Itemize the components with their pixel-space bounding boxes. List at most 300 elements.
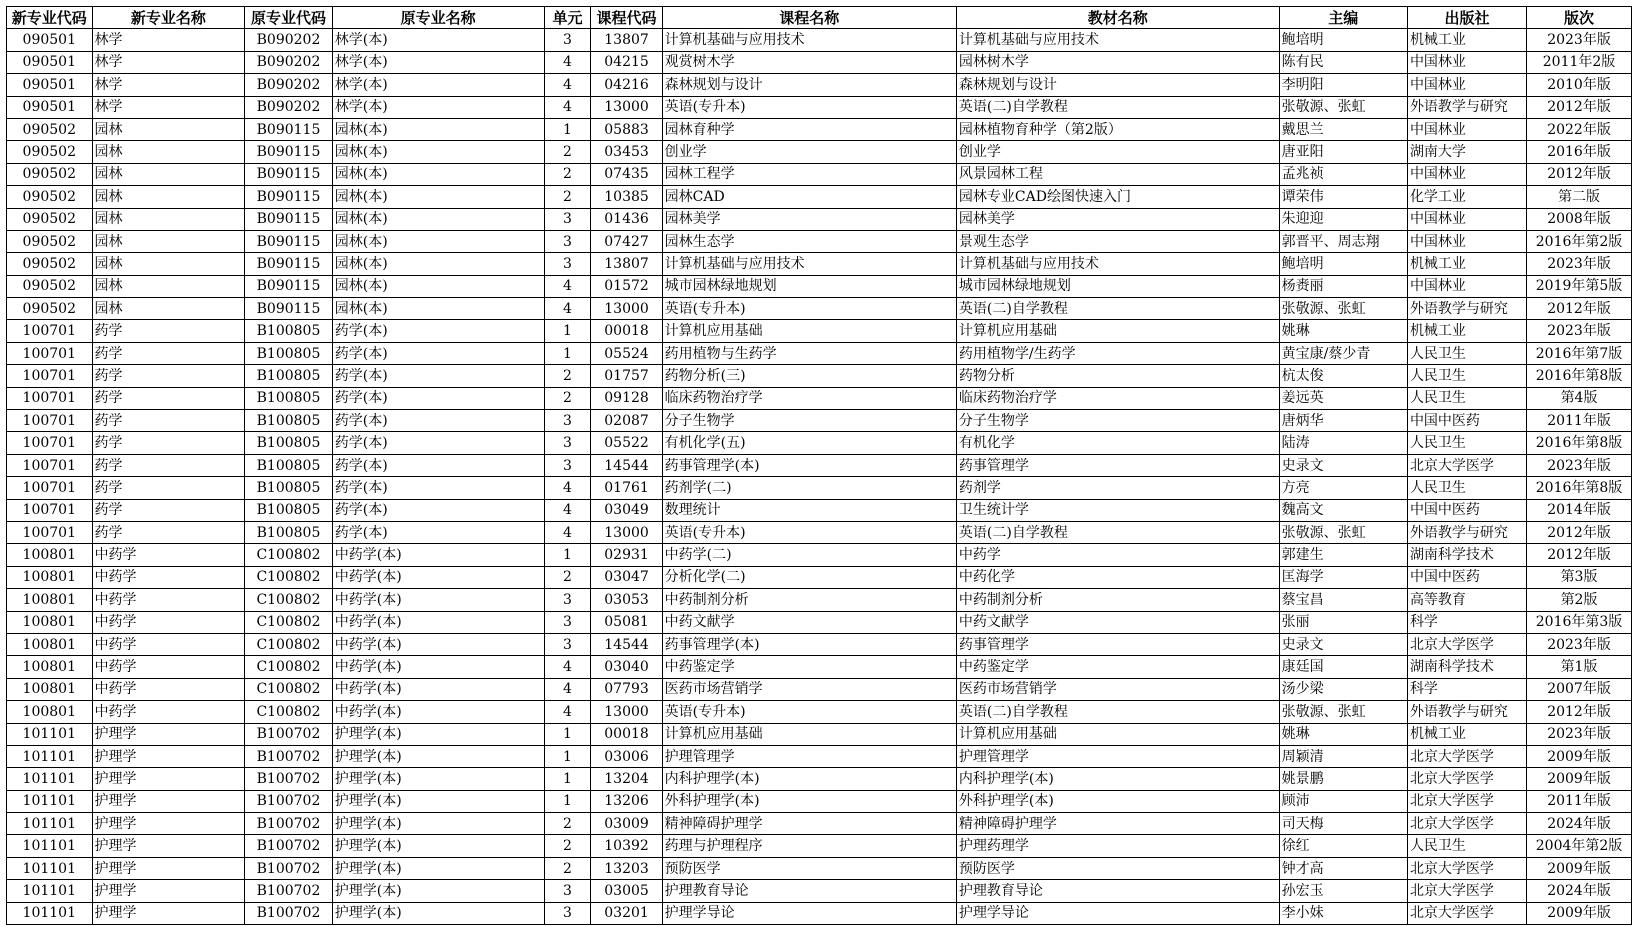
cell-old-major-code: B100702	[245, 790, 333, 812]
cell-course-code: 13206	[591, 790, 662, 812]
cell-new-major-name: 中药学	[92, 656, 245, 678]
cell-textbook-name: 园林植物育种学（第2版）	[956, 118, 1279, 140]
cell-publisher: 中国林业	[1407, 74, 1526, 96]
cell-publisher: 中国林业	[1407, 208, 1526, 230]
cell-publisher: 科学	[1407, 678, 1526, 700]
cell-course-code: 00018	[591, 320, 662, 342]
cell-old-major-name: 园林(本)	[332, 230, 544, 252]
cell-editor: 郭建生	[1279, 544, 1407, 566]
header-row	[7, 7, 1632, 29]
cell-old-major-name: 中药学(本)	[332, 701, 544, 723]
cell-unit: 4	[544, 499, 591, 521]
cell-course-code: 03006	[591, 745, 662, 767]
cell-old-major-code: B100805	[245, 521, 333, 543]
cell-old-major-name: 中药学(本)	[332, 611, 544, 633]
cell-old-major-name: 护理学(本)	[332, 745, 544, 767]
cell-new-major-name: 药学	[92, 454, 245, 476]
cell-new-major-name: 护理学	[92, 790, 245, 812]
header-unit: 单元	[544, 7, 591, 29]
cell-textbook-name: 护理学导论	[956, 902, 1279, 924]
cell-new-major-name: 药学	[92, 499, 245, 521]
cell-new-major-name: 药学	[92, 521, 245, 543]
cell-new-major-code: 100801	[7, 611, 93, 633]
cell-publisher: 中国林业	[1407, 51, 1526, 73]
cell-edition: 2016年第8版	[1527, 432, 1632, 454]
cell-editor: 周颖清	[1279, 745, 1407, 767]
cell-old-major-code: B100805	[245, 342, 333, 364]
cell-old-major-name: 林学(本)	[332, 29, 544, 51]
cell-unit: 3	[544, 29, 591, 51]
cell-course-code: 04215	[591, 51, 662, 73]
cell-new-major-code: 101101	[7, 723, 93, 745]
cell-old-major-code: B100805	[245, 365, 333, 387]
cell-old-major-code: B100702	[245, 902, 333, 924]
cell-editor: 司天梅	[1279, 813, 1407, 835]
cell-textbook-name: 药用植物学/生药学	[956, 342, 1279, 364]
cell-course-name: 计算机应用基础	[662, 320, 956, 342]
cell-edition: 2016年第7版	[1527, 342, 1632, 364]
table-row	[7, 880, 1632, 902]
cell-new-major-code: 100701	[7, 410, 93, 432]
cell-publisher: 人民卫生	[1407, 365, 1526, 387]
cell-course-name: 中药文献学	[662, 611, 956, 633]
cell-course-name: 园林美学	[662, 208, 956, 230]
header-publisher: 出版社	[1407, 7, 1526, 29]
cell-course-name: 园林CAD	[662, 186, 956, 208]
cell-course-name: 外科护理学(本)	[662, 790, 956, 812]
cell-unit: 4	[544, 678, 591, 700]
cell-old-major-code: B090115	[245, 298, 333, 320]
cell-new-major-name: 园林	[92, 118, 245, 140]
cell-editor: 徐红	[1279, 835, 1407, 857]
cell-publisher: 化学工业	[1407, 186, 1526, 208]
cell-course-name: 英语(专升本)	[662, 298, 956, 320]
cell-publisher: 中国林业	[1407, 275, 1526, 297]
cell-old-major-code: B090115	[245, 208, 333, 230]
cell-unit: 4	[544, 656, 591, 678]
cell-course-code: 07793	[591, 678, 662, 700]
cell-edition: 2023年版	[1527, 320, 1632, 342]
table-row	[7, 656, 1632, 678]
cell-new-major-code: 100701	[7, 432, 93, 454]
cell-textbook-name: 风景园林工程	[956, 163, 1279, 185]
cell-old-major-code: B100805	[245, 432, 333, 454]
cell-old-major-code: B090115	[245, 230, 333, 252]
cell-new-major-code: 090502	[7, 186, 93, 208]
textbook-table-sheet	[6, 6, 1632, 925]
cell-old-major-name: 药学(本)	[332, 454, 544, 476]
cell-old-major-name: 中药学(本)	[332, 678, 544, 700]
cell-course-name: 创业学	[662, 141, 956, 163]
cell-old-major-code: B100805	[245, 410, 333, 432]
cell-edition: 2023年版	[1527, 633, 1632, 655]
cell-textbook-name: 中药制剂分析	[956, 589, 1279, 611]
cell-course-code: 03005	[591, 880, 662, 902]
cell-textbook-name: 预防医学	[956, 857, 1279, 879]
cell-old-major-name: 林学(本)	[332, 96, 544, 118]
cell-course-code: 07435	[591, 163, 662, 185]
cell-old-major-code: C100802	[245, 611, 333, 633]
cell-new-major-code: 100801	[7, 701, 93, 723]
cell-unit: 2	[544, 566, 591, 588]
cell-old-major-code: B100805	[245, 477, 333, 499]
cell-unit: 2	[544, 835, 591, 857]
cell-unit: 1	[544, 342, 591, 364]
cell-edition: 2009年版	[1527, 745, 1632, 767]
cell-old-major-code: B100702	[245, 723, 333, 745]
cell-old-major-code: C100802	[245, 701, 333, 723]
cell-old-major-code: C100802	[245, 544, 333, 566]
cell-edition: 2010年版	[1527, 74, 1632, 96]
cell-textbook-name: 护理药理学	[956, 835, 1279, 857]
cell-old-major-code: B100805	[245, 499, 333, 521]
cell-editor: 谭荣伟	[1279, 186, 1407, 208]
cell-new-major-name: 药学	[92, 432, 245, 454]
cell-new-major-name: 林学	[92, 96, 245, 118]
cell-publisher: 外语教学与研究	[1407, 298, 1526, 320]
cell-editor: 张敬源、张虹	[1279, 298, 1407, 320]
cell-textbook-name: 英语(二)自学教程	[956, 521, 1279, 543]
cell-editor: 李小妹	[1279, 902, 1407, 924]
cell-new-major-name: 药学	[92, 387, 245, 409]
cell-course-name: 预防医学	[662, 857, 956, 879]
cell-old-major-code: B090202	[245, 29, 333, 51]
cell-unit: 2	[544, 387, 591, 409]
cell-unit: 2	[544, 186, 591, 208]
cell-unit: 1	[544, 118, 591, 140]
cell-publisher: 北京大学医学	[1407, 790, 1526, 812]
cell-new-major-name: 护理学	[92, 880, 245, 902]
cell-textbook-name: 园林专业CAD绘图快速入门	[956, 186, 1279, 208]
table-row	[7, 678, 1632, 700]
cell-old-major-name: 园林(本)	[332, 186, 544, 208]
cell-unit: 3	[544, 880, 591, 902]
cell-edition: 2011年版	[1527, 410, 1632, 432]
cell-old-major-name: 园林(本)	[332, 275, 544, 297]
cell-publisher: 湖南大学	[1407, 141, 1526, 163]
cell-course-code: 14544	[591, 454, 662, 476]
cell-course-code: 13204	[591, 768, 662, 790]
cell-course-code: 04216	[591, 74, 662, 96]
cell-old-major-name: 林学(本)	[332, 51, 544, 73]
cell-textbook-name: 计算机基础与应用技术	[956, 29, 1279, 51]
table-row	[7, 365, 1632, 387]
table-row	[7, 835, 1632, 857]
cell-publisher: 机械工业	[1407, 253, 1526, 275]
cell-edition: 第2版	[1527, 589, 1632, 611]
cell-new-major-code: 090502	[7, 163, 93, 185]
cell-course-name: 内科护理学(本)	[662, 768, 956, 790]
cell-textbook-name: 分子生物学	[956, 410, 1279, 432]
table-row	[7, 320, 1632, 342]
cell-textbook-name: 英语(二)自学教程	[956, 298, 1279, 320]
table-row	[7, 342, 1632, 364]
cell-editor: 鲍培明	[1279, 29, 1407, 51]
cell-edition: 2023年版	[1527, 29, 1632, 51]
cell-textbook-name: 中药鉴定学	[956, 656, 1279, 678]
cell-course-name: 园林工程学	[662, 163, 956, 185]
cell-old-major-code: B090115	[245, 275, 333, 297]
cell-old-major-code: B100805	[245, 320, 333, 342]
cell-course-code: 07427	[591, 230, 662, 252]
cell-publisher: 机械工业	[1407, 29, 1526, 51]
cell-edition: 2014年版	[1527, 499, 1632, 521]
cell-edition: 2007年版	[1527, 678, 1632, 700]
cell-new-major-code: 090502	[7, 208, 93, 230]
cell-new-major-code: 100801	[7, 566, 93, 588]
table-row	[7, 611, 1632, 633]
cell-textbook-name: 城市园林绿地规划	[956, 275, 1279, 297]
cell-publisher: 北京大学医学	[1407, 902, 1526, 924]
cell-old-major-code: B090115	[245, 186, 333, 208]
cell-new-major-code: 090502	[7, 298, 93, 320]
cell-textbook-name: 园林美学	[956, 208, 1279, 230]
cell-old-major-name: 园林(本)	[332, 208, 544, 230]
cell-course-name: 中药制剂分析	[662, 589, 956, 611]
table-row	[7, 633, 1632, 655]
cell-textbook-name: 中药化学	[956, 566, 1279, 588]
cell-edition: 2012年版	[1527, 521, 1632, 543]
cell-new-major-name: 护理学	[92, 768, 245, 790]
cell-editor: 戴思兰	[1279, 118, 1407, 140]
cell-new-major-code: 090501	[7, 74, 93, 96]
cell-new-major-name: 中药学	[92, 589, 245, 611]
cell-publisher: 外语教学与研究	[1407, 96, 1526, 118]
cell-old-major-code: B100702	[245, 745, 333, 767]
cell-publisher: 外语教学与研究	[1407, 701, 1526, 723]
cell-textbook-name: 计算机应用基础	[956, 723, 1279, 745]
cell-old-major-name: 中药学(本)	[332, 656, 544, 678]
cell-edition: 第1版	[1527, 656, 1632, 678]
cell-course-name: 药事管理学(本)	[662, 454, 956, 476]
header-edition: 版次	[1527, 7, 1632, 29]
cell-course-code: 01436	[591, 208, 662, 230]
cell-unit: 2	[544, 365, 591, 387]
cell-new-major-name: 中药学	[92, 611, 245, 633]
cell-unit: 4	[544, 477, 591, 499]
cell-new-major-name: 药学	[92, 365, 245, 387]
cell-old-major-code: C100802	[245, 656, 333, 678]
cell-course-code: 13000	[591, 96, 662, 118]
cell-new-major-name: 中药学	[92, 678, 245, 700]
cell-edition: 2023年版	[1527, 454, 1632, 476]
cell-old-major-code: B090115	[245, 118, 333, 140]
table-body	[7, 29, 1632, 925]
cell-publisher: 人民卫生	[1407, 835, 1526, 857]
cell-new-major-name: 中药学	[92, 701, 245, 723]
cell-old-major-name: 中药学(本)	[332, 566, 544, 588]
cell-course-code: 03053	[591, 589, 662, 611]
cell-editor: 唐亚阳	[1279, 141, 1407, 163]
cell-course-code: 14544	[591, 633, 662, 655]
cell-course-code: 13203	[591, 857, 662, 879]
cell-course-name: 护理管理学	[662, 745, 956, 767]
cell-unit: 1	[544, 790, 591, 812]
table-row	[7, 723, 1632, 745]
cell-unit: 3	[544, 902, 591, 924]
cell-new-major-name: 林学	[92, 74, 245, 96]
table-row	[7, 118, 1632, 140]
cell-publisher: 中国中医药	[1407, 499, 1526, 521]
cell-course-code: 03040	[591, 656, 662, 678]
cell-textbook-name: 内科护理学(本)	[956, 768, 1279, 790]
cell-course-name: 数理统计	[662, 499, 956, 521]
cell-old-major-name: 护理学(本)	[332, 835, 544, 857]
cell-edition: 2016年第2版	[1527, 230, 1632, 252]
cell-course-name: 英语(专升本)	[662, 521, 956, 543]
cell-textbook-name: 精神障碍护理学	[956, 813, 1279, 835]
cell-new-major-name: 药学	[92, 477, 245, 499]
cell-old-major-code: B090115	[245, 163, 333, 185]
cell-new-major-code: 090502	[7, 275, 93, 297]
cell-old-major-code: B100702	[245, 835, 333, 857]
cell-new-major-code: 090502	[7, 141, 93, 163]
header-course-name: 课程名称	[662, 7, 956, 29]
cell-edition: 2024年版	[1527, 813, 1632, 835]
cell-course-name: 药剂学(二)	[662, 477, 956, 499]
cell-unit: 2	[544, 813, 591, 835]
cell-edition: 2012年版	[1527, 96, 1632, 118]
table-row	[7, 857, 1632, 879]
cell-publisher: 北京大学医学	[1407, 633, 1526, 655]
cell-course-code: 01572	[591, 275, 662, 297]
cell-textbook-name: 计算机基础与应用技术	[956, 253, 1279, 275]
cell-course-name: 园林育种学	[662, 118, 956, 140]
cell-editor: 顾沛	[1279, 790, 1407, 812]
cell-editor: 张敬源、张虹	[1279, 701, 1407, 723]
cell-unit: 1	[544, 723, 591, 745]
table-row	[7, 208, 1632, 230]
cell-textbook-name: 景观生态学	[956, 230, 1279, 252]
cell-course-name: 森林规划与设计	[662, 74, 956, 96]
cell-new-major-code: 100701	[7, 320, 93, 342]
cell-course-code: 05524	[591, 342, 662, 364]
cell-course-code: 13000	[591, 701, 662, 723]
table-row	[7, 566, 1632, 588]
table-row	[7, 51, 1632, 73]
cell-new-major-code: 101101	[7, 813, 93, 835]
cell-textbook-name: 护理教育导论	[956, 880, 1279, 902]
cell-old-major-name: 园林(本)	[332, 163, 544, 185]
cell-course-name: 园林生态学	[662, 230, 956, 252]
cell-textbook-name: 药事管理学	[956, 454, 1279, 476]
cell-old-major-name: 护理学(本)	[332, 902, 544, 924]
cell-old-major-name: 药学(本)	[332, 477, 544, 499]
cell-course-code: 01757	[591, 365, 662, 387]
cell-new-major-name: 林学	[92, 29, 245, 51]
cell-textbook-name: 计算机应用基础	[956, 320, 1279, 342]
cell-unit: 3	[544, 589, 591, 611]
cell-publisher: 中国林业	[1407, 230, 1526, 252]
cell-new-major-name: 药学	[92, 320, 245, 342]
cell-old-major-code: B090202	[245, 96, 333, 118]
cell-publisher: 湖南科学技术	[1407, 544, 1526, 566]
table-row	[7, 544, 1632, 566]
header-editor: 主编	[1279, 7, 1407, 29]
cell-edition: 2016年版	[1527, 141, 1632, 163]
cell-edition: 2023年版	[1527, 723, 1632, 745]
cell-textbook-name: 英语(二)自学教程	[956, 701, 1279, 723]
cell-unit: 3	[544, 208, 591, 230]
cell-editor: 孟兆祯	[1279, 163, 1407, 185]
cell-new-major-name: 林学	[92, 51, 245, 73]
table-row	[7, 477, 1632, 499]
table-row	[7, 141, 1632, 163]
cell-textbook-name: 中药学	[956, 544, 1279, 566]
cell-unit: 1	[544, 768, 591, 790]
cell-old-major-name: 护理学(本)	[332, 813, 544, 835]
header-course-code: 课程代码	[591, 7, 662, 29]
cell-new-major-code: 101101	[7, 902, 93, 924]
cell-old-major-name: 中药学(本)	[332, 589, 544, 611]
cell-publisher: 北京大学医学	[1407, 857, 1526, 879]
cell-edition: 2009年版	[1527, 857, 1632, 879]
cell-old-major-name: 护理学(本)	[332, 723, 544, 745]
cell-course-name: 有机化学(五)	[662, 432, 956, 454]
cell-new-major-code: 100701	[7, 499, 93, 521]
table-row	[7, 298, 1632, 320]
cell-new-major-name: 园林	[92, 275, 245, 297]
cell-new-major-code: 090502	[7, 118, 93, 140]
cell-course-code: 10385	[591, 186, 662, 208]
cell-edition: 2009年版	[1527, 768, 1632, 790]
cell-editor: 黄宝康/蔡少青	[1279, 342, 1407, 364]
cell-course-name: 护理教育导论	[662, 880, 956, 902]
cell-textbook-name: 森林规划与设计	[956, 74, 1279, 96]
table-row	[7, 74, 1632, 96]
table-row	[7, 230, 1632, 252]
cell-old-major-code: B090115	[245, 253, 333, 275]
cell-old-major-name: 护理学(本)	[332, 768, 544, 790]
cell-new-major-name: 护理学	[92, 745, 245, 767]
table-row	[7, 454, 1632, 476]
cell-unit: 3	[544, 611, 591, 633]
cell-new-major-name: 药学	[92, 342, 245, 364]
cell-textbook-name: 护理管理学	[956, 745, 1279, 767]
cell-new-major-code: 101101	[7, 880, 93, 902]
cell-course-name: 计算机应用基础	[662, 723, 956, 745]
cell-unit: 2	[544, 163, 591, 185]
cell-editor: 张敬源、张虹	[1279, 96, 1407, 118]
table-row	[7, 253, 1632, 275]
cell-new-major-name: 园林	[92, 298, 245, 320]
cell-editor: 钟才高	[1279, 857, 1407, 879]
cell-old-major-code: C100802	[245, 678, 333, 700]
cell-course-code: 13000	[591, 521, 662, 543]
cell-publisher: 科学	[1407, 611, 1526, 633]
cell-new-major-code: 090502	[7, 253, 93, 275]
cell-old-major-name: 园林(本)	[332, 118, 544, 140]
cell-textbook-name: 药事管理学	[956, 633, 1279, 655]
cell-new-major-code: 100801	[7, 656, 93, 678]
cell-old-major-name: 药学(本)	[332, 410, 544, 432]
cell-old-major-name: 药学(本)	[332, 342, 544, 364]
cell-new-major-name: 护理学	[92, 857, 245, 879]
cell-textbook-name: 创业学	[956, 141, 1279, 163]
cell-old-major-name: 药学(本)	[332, 521, 544, 543]
cell-course-code: 03453	[591, 141, 662, 163]
cell-new-major-name: 园林	[92, 253, 245, 275]
table-row	[7, 701, 1632, 723]
cell-edition: 第二版	[1527, 186, 1632, 208]
cell-unit: 4	[544, 74, 591, 96]
cell-edition: 2008年版	[1527, 208, 1632, 230]
cell-edition: 第4版	[1527, 387, 1632, 409]
cell-editor: 汤少梁	[1279, 678, 1407, 700]
cell-edition: 2012年版	[1527, 701, 1632, 723]
cell-edition: 2011年2版	[1527, 51, 1632, 73]
cell-edition: 2023年版	[1527, 253, 1632, 275]
